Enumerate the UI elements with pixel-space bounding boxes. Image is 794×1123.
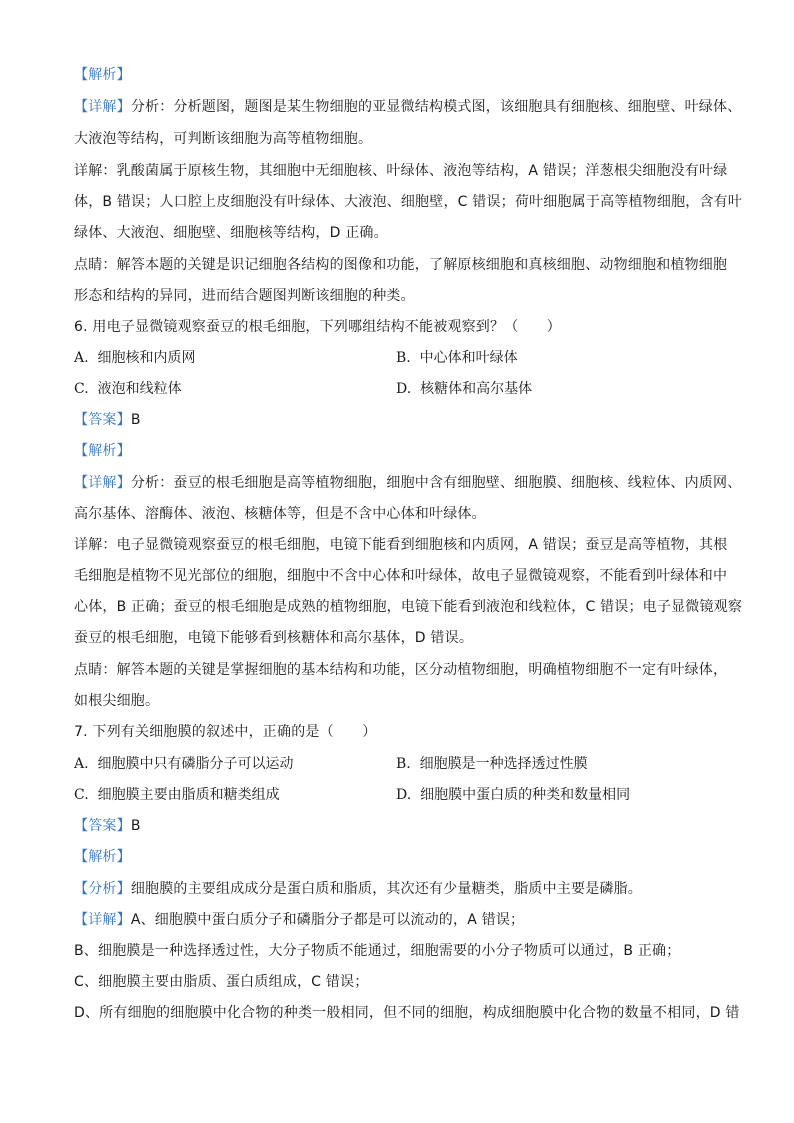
answer-line bbox=[74, 816, 141, 836]
text-line bbox=[74, 879, 642, 899]
text-line bbox=[74, 691, 159, 711]
section-tag: 【解析】 bbox=[74, 67, 131, 83]
line-text: 毛细胞是植物不见光部位的细胞，细胞中不含中心体和叶绿体，故电子显微镜观察，不能看到叶绿体和中 bbox=[74, 568, 728, 584]
text-line bbox=[74, 129, 372, 149]
line-text: 心体，B 正确；蚕豆的根毛细胞是成熟的植物细胞，电镜下能看到液泡和线粒体，C 错误；电子显微镜观察 bbox=[74, 599, 743, 615]
line-text: 蚕豆的根毛细胞，电镜下能够看到核糖体和高尔基体，D 错误。 bbox=[74, 630, 474, 646]
line-text: A、细胞膜中蛋白质分子和磷脂分子都是可以流动的，A 错误； bbox=[130, 912, 525, 928]
section-tag: 【解析】 bbox=[74, 443, 131, 459]
line-text: B bbox=[130, 818, 141, 834]
text-line bbox=[74, 660, 727, 680]
text-line bbox=[74, 535, 727, 555]
text-line bbox=[74, 97, 741, 117]
q6-option-b: B. 中心体和叶绿体 bbox=[396, 350, 518, 366]
section-tag: 【详解】 bbox=[74, 912, 131, 928]
line-text: B bbox=[130, 412, 141, 428]
line-text: 详解：乳酸菌属于原核生物，其细胞中无细胞核、叶绿体、液泡等结构，A 错误；洋葱根尖细胞没有叶绿 bbox=[74, 163, 728, 179]
text-line bbox=[74, 941, 680, 961]
text-line bbox=[74, 972, 368, 992]
text-line bbox=[74, 910, 524, 930]
line-text: 详解：电子显微镜观察蚕豆的根毛细胞，电镜下能看到细胞核和内质网，A 错误；蚕豆是高等植物，其根 bbox=[74, 537, 728, 553]
text-line bbox=[74, 192, 742, 212]
section-tag: 【详解】 bbox=[74, 99, 131, 115]
line-text: C、细胞膜主要由脂质、蛋白质组成，C 错误； bbox=[74, 974, 369, 990]
section-tag: 【分析】 bbox=[74, 881, 131, 897]
line-text: 6. 用电子显微镜观察蚕豆的根毛细胞，下列哪组结构不能被观察到？（ ） bbox=[74, 319, 562, 335]
line-text: 细胞膜的主要组成成分是蛋白质和脂质，其次还有少量糖类，脂质中主要是磷脂。 bbox=[130, 881, 643, 897]
question-7-stem bbox=[74, 722, 376, 742]
line-text: D、所有细胞的细胞膜中化合物的种类一般相同，但不同的细胞，构成细胞膜中化合物的数量不相同，D 错 bbox=[74, 1005, 740, 1021]
line-text: 7. 下列有关细胞膜的叙述中，正确的是（ ） bbox=[74, 724, 377, 740]
line-text: 形态和结构的异同，进而结合题图判断该细胞的种类。 bbox=[74, 288, 415, 304]
q6-option-a: A. 细胞核和内质网 bbox=[74, 350, 196, 366]
text-line bbox=[74, 566, 727, 586]
text-line bbox=[74, 161, 727, 181]
section-tag: 【解析】 bbox=[74, 849, 131, 865]
q7-option-b: B. 细胞膜是一种选择透过性膜 bbox=[396, 756, 588, 772]
line-text: 分析：分析题图，题图是某生物细胞的亚显微结构模式图，该细胞具有细胞核、细胞壁、叶绿体、 bbox=[130, 99, 742, 115]
line-text: 大液泡等结构，可判断该细胞为高等植物细胞。 bbox=[74, 131, 373, 147]
q6-option-c: C. 液泡和线粒体 bbox=[74, 381, 182, 397]
text-line bbox=[74, 223, 388, 243]
text-line bbox=[74, 473, 741, 493]
q7-option-c: C. 细胞膜主要由脂质和糖类组成 bbox=[74, 787, 280, 803]
analysis-heading bbox=[74, 847, 131, 867]
line-text: 绿体、大液泡、细胞壁、细胞核等结构，D 正确。 bbox=[74, 225, 388, 241]
section-tag: 【答案】 bbox=[74, 818, 131, 834]
line-text: 如根尖细胞。 bbox=[74, 693, 160, 709]
text-line bbox=[74, 1003, 740, 1023]
line-text: B、细胞膜是一种选择透过性，大分子物质不能通过，细胞需要的小分子物质可以通过，B 正确； bbox=[74, 943, 681, 959]
section-tag: 【答案】 bbox=[74, 412, 131, 428]
line-text: 点睛：解答本题的关键是掌握细胞的基本结构和功能，区分动植物细胞，明确植物细胞不一定有叶绿体， bbox=[74, 662, 728, 678]
text-line bbox=[74, 255, 727, 275]
text-line bbox=[74, 504, 486, 524]
section-tag: 【详解】 bbox=[74, 475, 131, 491]
text-line bbox=[74, 628, 473, 648]
question-6-stem bbox=[74, 317, 561, 337]
text-line bbox=[74, 286, 415, 306]
q6-option-d: D. 核糖体和高尔基体 bbox=[396, 381, 533, 397]
line-text: 高尔基体、溶酶体、液泡、核糖体等，但是不含中心体和叶绿体。 bbox=[74, 506, 486, 522]
line-text: 点睛：解答本题的关键是识记细胞各结构的图像和功能，了解原核细胞和真核细胞、动物细胞和植物细胞 bbox=[74, 257, 728, 273]
q7-option-d: D. 细胞膜中蛋白质的种类和数量相同 bbox=[396, 787, 631, 803]
q7-option-a: A. 细胞膜中只有磷脂分子可以运动 bbox=[74, 756, 294, 772]
analysis-heading bbox=[74, 441, 131, 461]
text-line bbox=[74, 597, 742, 617]
answer-line bbox=[74, 410, 141, 430]
line-text: 分析：蚕豆的根毛细胞是高等植物细胞，细胞中含有细胞壁、细胞膜、细胞核、线粒体、内质网、 bbox=[130, 475, 742, 491]
line-text: 体，B 错误；人口腔上皮细胞没有叶绿体、大液泡、细胞壁，C 错误；荷叶细胞属于高等植物细胞，含有叶 bbox=[74, 194, 743, 210]
analysis-heading bbox=[74, 65, 131, 85]
